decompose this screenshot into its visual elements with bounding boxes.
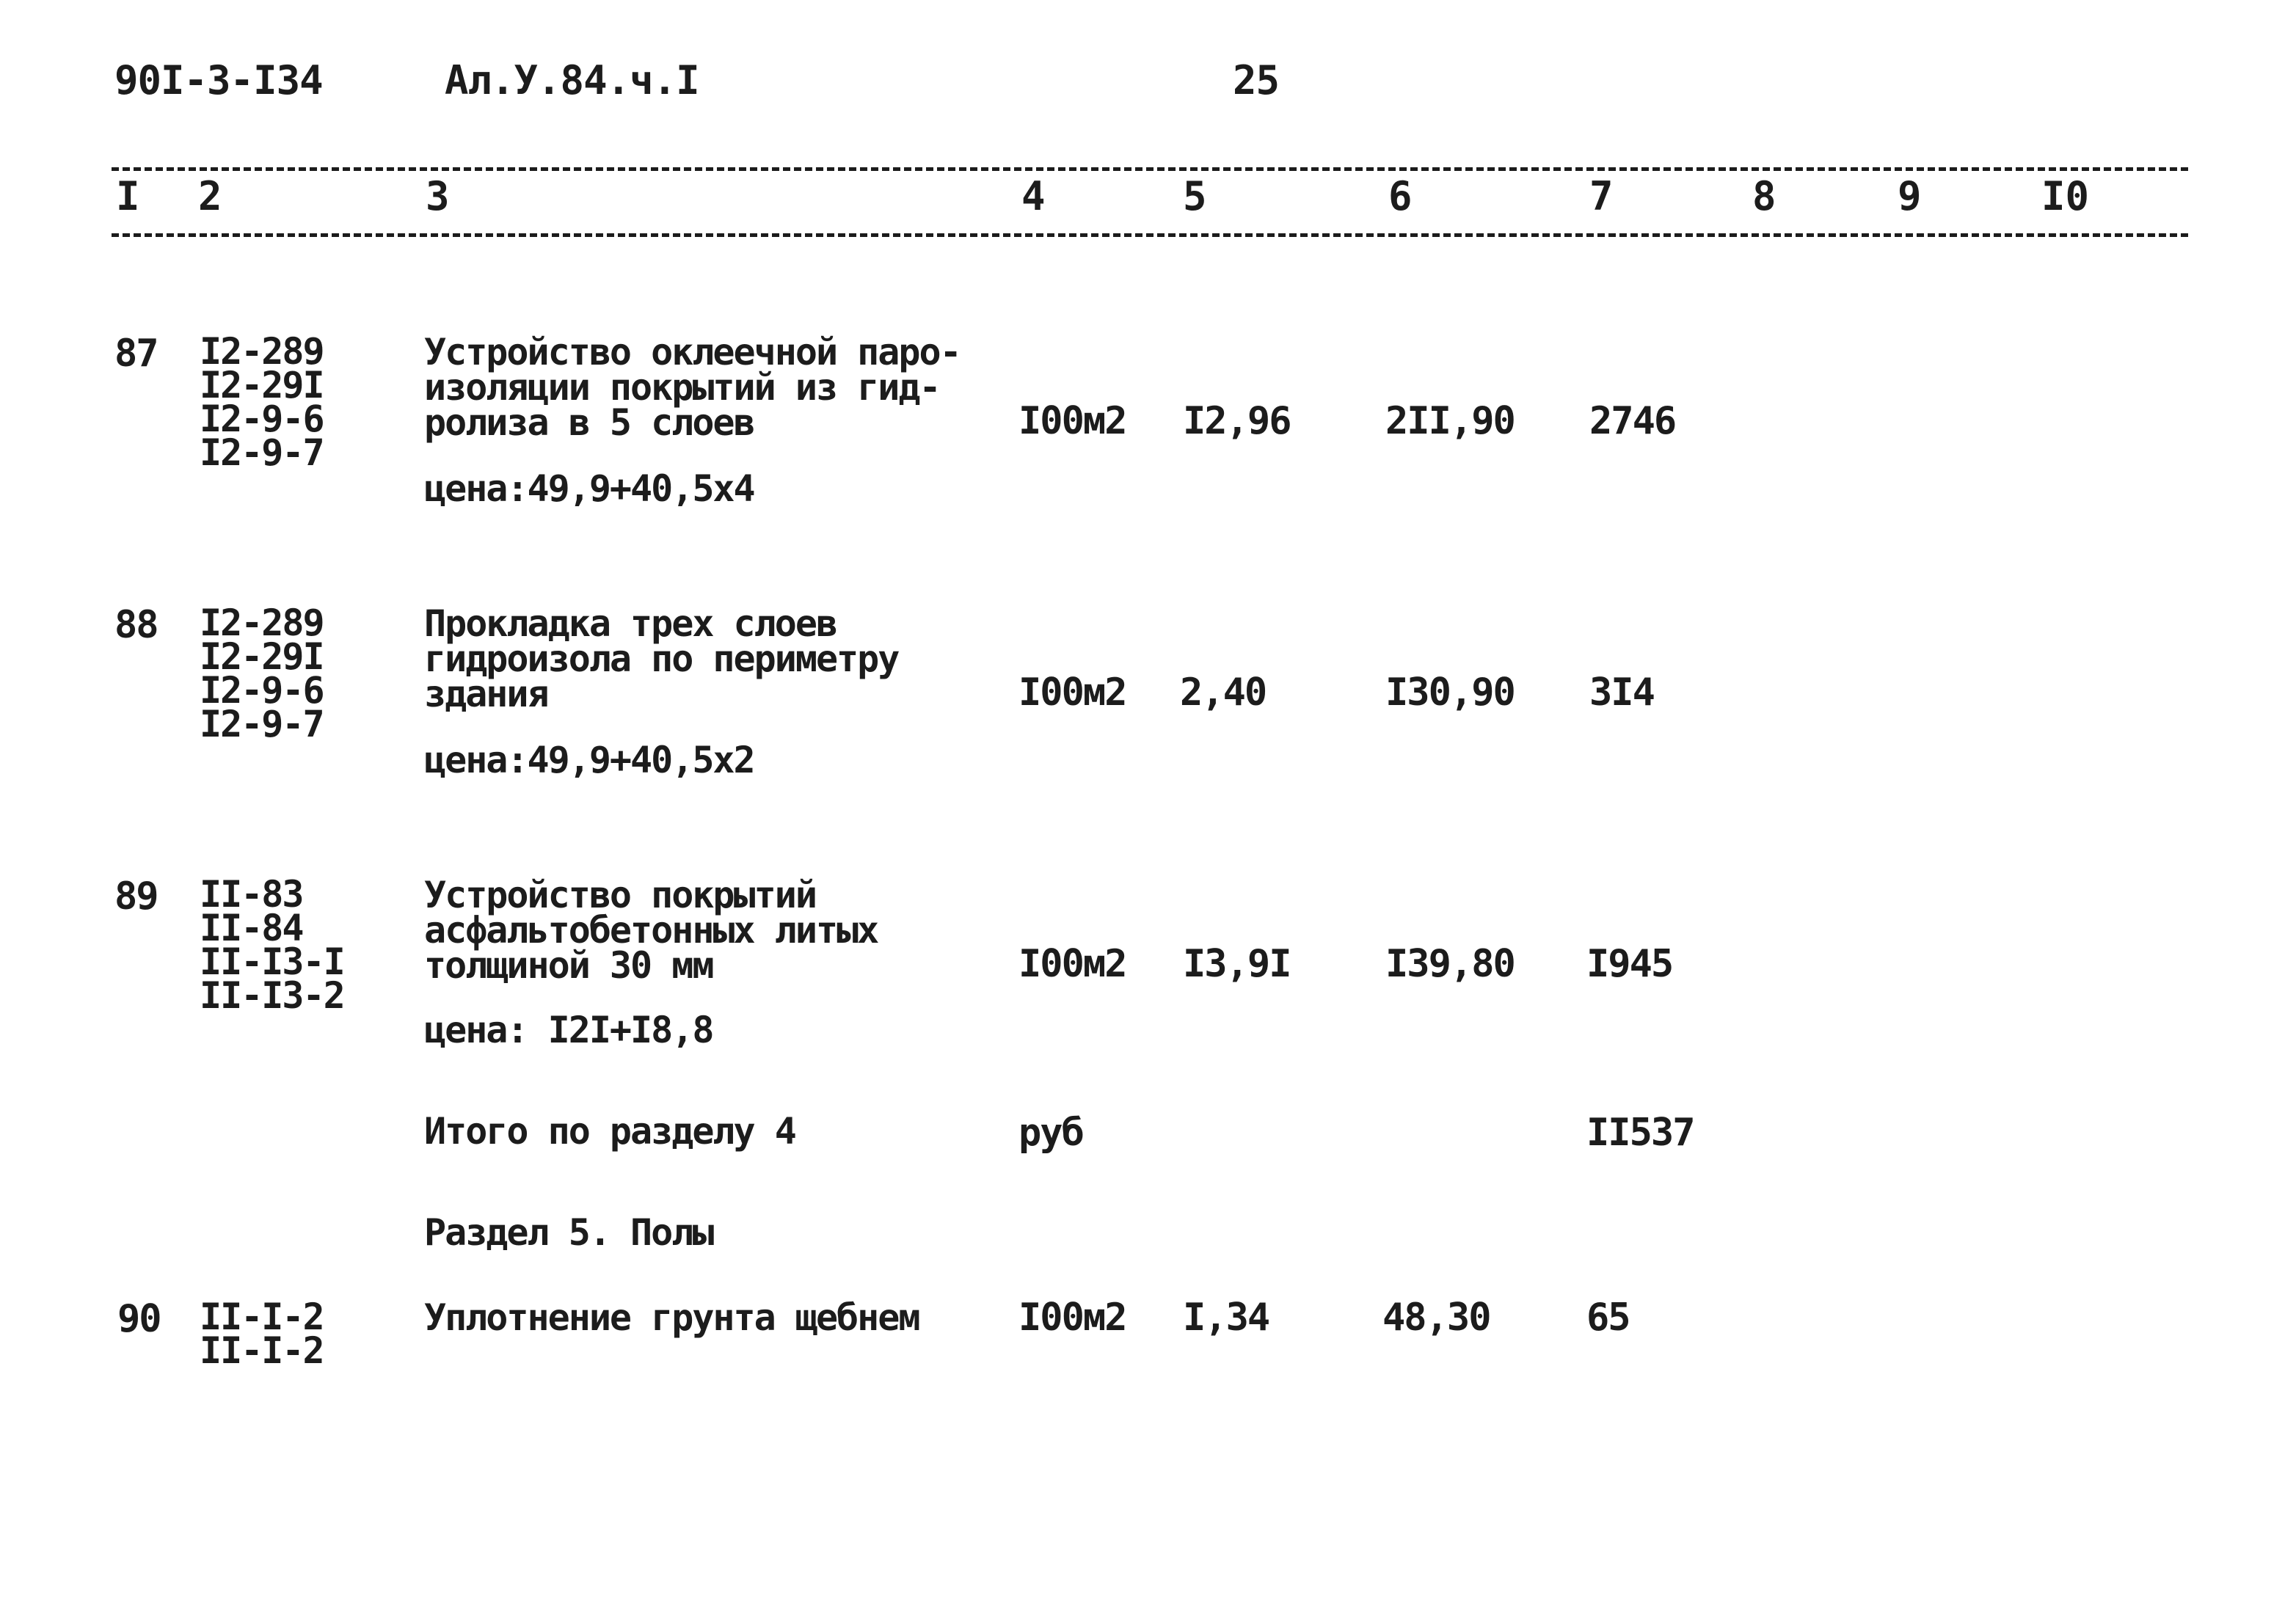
subtotal-label: Итого по разделу 4	[424, 1110, 795, 1153]
subtotal-total: II537	[1586, 1111, 1694, 1155]
page-number: 25	[1233, 57, 1280, 103]
column-header-5: 5	[1183, 173, 1207, 219]
unit-cost: 48,30	[1382, 1296, 1490, 1340]
column-header-1: I	[116, 173, 140, 219]
norm-code-list	[200, 1296, 324, 1372]
norm-code: I2-9-7	[200, 431, 324, 474]
unit-of-measure: I00м2	[1018, 942, 1126, 986]
column-header-9: 9	[1898, 173, 1922, 219]
unit-cost: I30,90	[1385, 671, 1515, 715]
norm-code: I2-289	[200, 330, 324, 373]
norm-code: I2-9-6	[200, 398, 324, 440]
norm-code-list	[200, 602, 324, 745]
column-header-6: 6	[1388, 173, 1413, 219]
price-formula: цена: I2I+I8,8	[424, 1009, 713, 1051]
total-cost: 2746	[1589, 399, 1676, 443]
row-number: 87	[114, 332, 158, 376]
document-code: 90I-3-I34	[114, 57, 323, 103]
column-header-3: 3	[426, 173, 450, 219]
work-description: Уплотнение грунта щебнем	[424, 1296, 919, 1339]
norm-code: II-83	[200, 873, 303, 916]
quantity: I,34	[1183, 1296, 1269, 1340]
norm-code: I2-9-6	[200, 669, 324, 712]
column-header-2: 2	[198, 173, 222, 219]
price-formula: цена:49,9+40,5х4	[424, 467, 754, 510]
norm-code-list	[200, 330, 324, 474]
row-number: 90	[117, 1297, 161, 1341]
album-code: Ал.У.84.ч.I	[445, 57, 699, 103]
subtotal-unit: руб	[1018, 1111, 1083, 1155]
unit-cost: I39,80	[1385, 942, 1515, 986]
norm-code: II-I-2	[200, 1296, 324, 1338]
norm-code: I2-9-7	[200, 703, 324, 745]
work-description: Устройство покрытий асфальтобетонных литых толщиной 30 мм	[424, 874, 878, 987]
unit-of-measure: I00м2	[1018, 1296, 1126, 1340]
section-heading: Раздел 5. Полы	[424, 1211, 713, 1254]
column-header-7: 7	[1589, 173, 1614, 219]
norm-code: II-84	[200, 907, 303, 949]
price-formula: цена:49,9+40,5х2	[424, 739, 754, 781]
unit-cost: 2II,90	[1385, 399, 1515, 443]
unit-of-measure: I00м2	[1018, 399, 1126, 443]
norm-code: I2-289	[200, 602, 324, 644]
work-description: Устройство оклеечной паро- изоляции покрытий из гид- ролиза в 5 слоев	[424, 331, 961, 444]
column-header-4: 4	[1021, 173, 1046, 219]
row-number: 88	[114, 603, 158, 647]
unit-of-measure: I00м2	[1018, 671, 1126, 715]
quantity: I3,9I	[1183, 942, 1291, 986]
total-cost: 65	[1586, 1296, 1630, 1340]
quantity: I2,96	[1183, 399, 1291, 443]
column-header-8: 8	[1752, 173, 1776, 219]
work-description: Прокладка трех слоев гидроизола по периметру здания	[424, 602, 899, 715]
header-bottom-rule	[112, 233, 2188, 237]
norm-code-list	[200, 873, 344, 1017]
header-top-rule	[112, 167, 2188, 171]
norm-code: I2-29I	[200, 364, 324, 406]
total-cost: 3I4	[1589, 671, 1654, 715]
column-header-10: I0	[2041, 173, 2090, 219]
norm-code: II-I-2	[200, 1329, 324, 1372]
norm-code: II-I3-I	[200, 941, 344, 983]
quantity: 2,40	[1180, 671, 1267, 715]
row-number: 89	[114, 874, 158, 919]
norm-code: I2-29I	[200, 635, 324, 678]
norm-code: II-I3-2	[200, 974, 344, 1017]
total-cost: I945	[1586, 942, 1673, 986]
